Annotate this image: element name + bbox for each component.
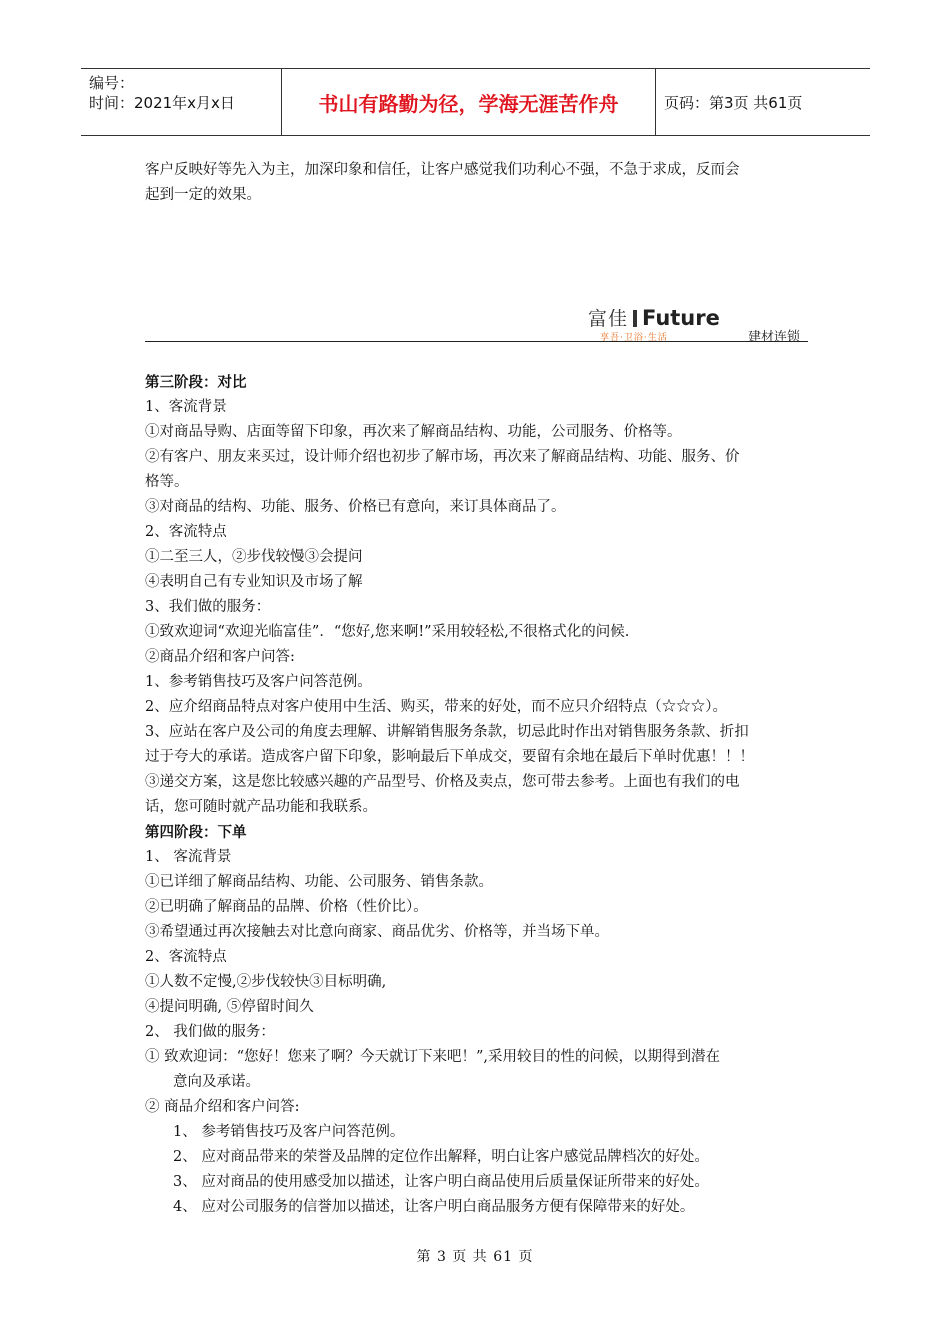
page-header bbox=[81, 68, 870, 136]
logo-bar-icon bbox=[633, 310, 637, 327]
body-line: ④表明自己有专业知识及市场了解 bbox=[145, 574, 363, 590]
body-line: 1、客流背景 bbox=[145, 399, 227, 415]
body-line: ③递交方案，这是您比较感兴趣的产品型号、价格及卖点，您可带去参考。上面也有我们的电 bbox=[145, 774, 740, 790]
body-line: 2、客流特点 bbox=[145, 524, 227, 540]
header-motto: 书山有路勤为径，学海无涯苦作舟 bbox=[282, 69, 656, 135]
header-page-info: 页码：第3页 共61页 bbox=[664, 93, 803, 112]
intro-line: 客户反映好等先入为主，加深印象和信任，让客户感觉我们功利心不强，不急于求成，反而会 bbox=[145, 162, 740, 178]
body-line: ②商品介绍和客户问答: bbox=[145, 649, 295, 665]
body-line: 3、我们做的服务： bbox=[145, 599, 271, 615]
body-line: 过于夸大的承诺。造成客户留下印象，影响最后下单成交，要留有余地在最后下单时优惠！！！ bbox=[145, 749, 754, 765]
code-label: 编号： bbox=[89, 74, 135, 92]
logo-brand bbox=[588, 304, 720, 331]
body-line: ②有客户、朋友来买过，设计师介绍也初步了解市场，再次来了解商品结构、功能、服务、价 bbox=[145, 449, 740, 465]
body-line: 2、 应对商品带来的荣誉及品牌的定位作出解释，明白让客户感觉品牌档次的好处。 bbox=[173, 1149, 709, 1165]
logo-divider bbox=[145, 341, 808, 342]
document-body bbox=[145, 370, 810, 1220]
time-label: 时间：2021年x月x日 bbox=[89, 94, 235, 112]
body-line: 意向及承诺。 bbox=[173, 1074, 260, 1090]
body-line: ①对商品导购、店面等留下印象，再次来了解商品结构、功能，公司服务、价格等。 bbox=[145, 424, 682, 440]
body-line: ④提问明确, ⑤停留时间久 bbox=[145, 999, 314, 1015]
section-heading: 第四阶段：下单 bbox=[145, 824, 247, 841]
logo-brand-text: 富佳 bbox=[588, 308, 629, 330]
body-line: 话，您可随时就产品功能和我联系。 bbox=[145, 799, 377, 815]
body-line: ① 致欢迎词：“您好！您来了啊？今天就订下来吧！”,采用较目的性的问候，以期得到潜在 bbox=[145, 1049, 721, 1065]
company-logo bbox=[588, 304, 808, 345]
body-line: 格等。 bbox=[145, 474, 189, 490]
body-line: 3、 应对商品的使用感受加以描述，让客户明白商品使用后质量保证所带来的好处。 bbox=[173, 1174, 709, 1190]
body-line: ①致欢迎词“欢迎光临富佳”．“您好,您来啊!”采用较轻松,不很格式化的问候. bbox=[145, 624, 630, 640]
body-line: ①二至三人，②步伐较慢③会提问 bbox=[145, 549, 363, 565]
body-line: ②已明确了解商品的品牌、价格（性价比）。 bbox=[145, 899, 428, 915]
logo-future-text: Future bbox=[642, 306, 720, 330]
body-line: 2、 我们做的服务： bbox=[145, 1024, 275, 1040]
body-line: 4、 应对公司服务的信誉加以描述，让客户明白商品服务方便有保障带来的好处。 bbox=[173, 1199, 695, 1215]
intro-line: 起到一定的效果。 bbox=[145, 187, 261, 203]
logo-subtitle: 建材连锁 bbox=[748, 330, 801, 345]
intro-paragraph bbox=[145, 158, 810, 208]
body-line: ①人数不定慢,②步伐较快③目标明确, bbox=[145, 974, 387, 990]
body-line: ② 商品介绍和客户问答: bbox=[145, 1099, 300, 1115]
body-line: 1、 客流背景 bbox=[145, 849, 232, 865]
body-line: ③对商品的结构、功能、服务、价格已有意向，来订具体商品了。 bbox=[145, 499, 566, 515]
logo-slogan: 享吾·卫浴·生活 bbox=[600, 333, 668, 343]
section-heading: 第三阶段：对比 bbox=[145, 374, 247, 391]
body-line: 2、客流特点 bbox=[145, 949, 227, 965]
body-line: 3、应站在客户及公司的角度去理解、讲解销售服务条款，切忌此时作出对销售服务条款、折扣 bbox=[145, 724, 749, 740]
page-footer: 第 3 页 共 61 页 bbox=[416, 1249, 534, 1265]
body-line: ①已详细了解商品结构、功能、公司服务、销售条款。 bbox=[145, 874, 493, 890]
body-line: 2、应介绍商品特点对客户使用中生活、购买，带来的好处，而不应只介绍特点（☆☆☆）。 bbox=[145, 699, 727, 715]
body-line: 1、参考销售技巧及客户问答范例。 bbox=[145, 674, 372, 690]
body-line: 1、 参考销售技巧及客户问答范例。 bbox=[173, 1124, 405, 1140]
body-line: ③希望通过再次接触去对比意向商家、商品优劣、价格等，并当场下单。 bbox=[145, 924, 609, 940]
header-meta bbox=[81, 69, 282, 135]
